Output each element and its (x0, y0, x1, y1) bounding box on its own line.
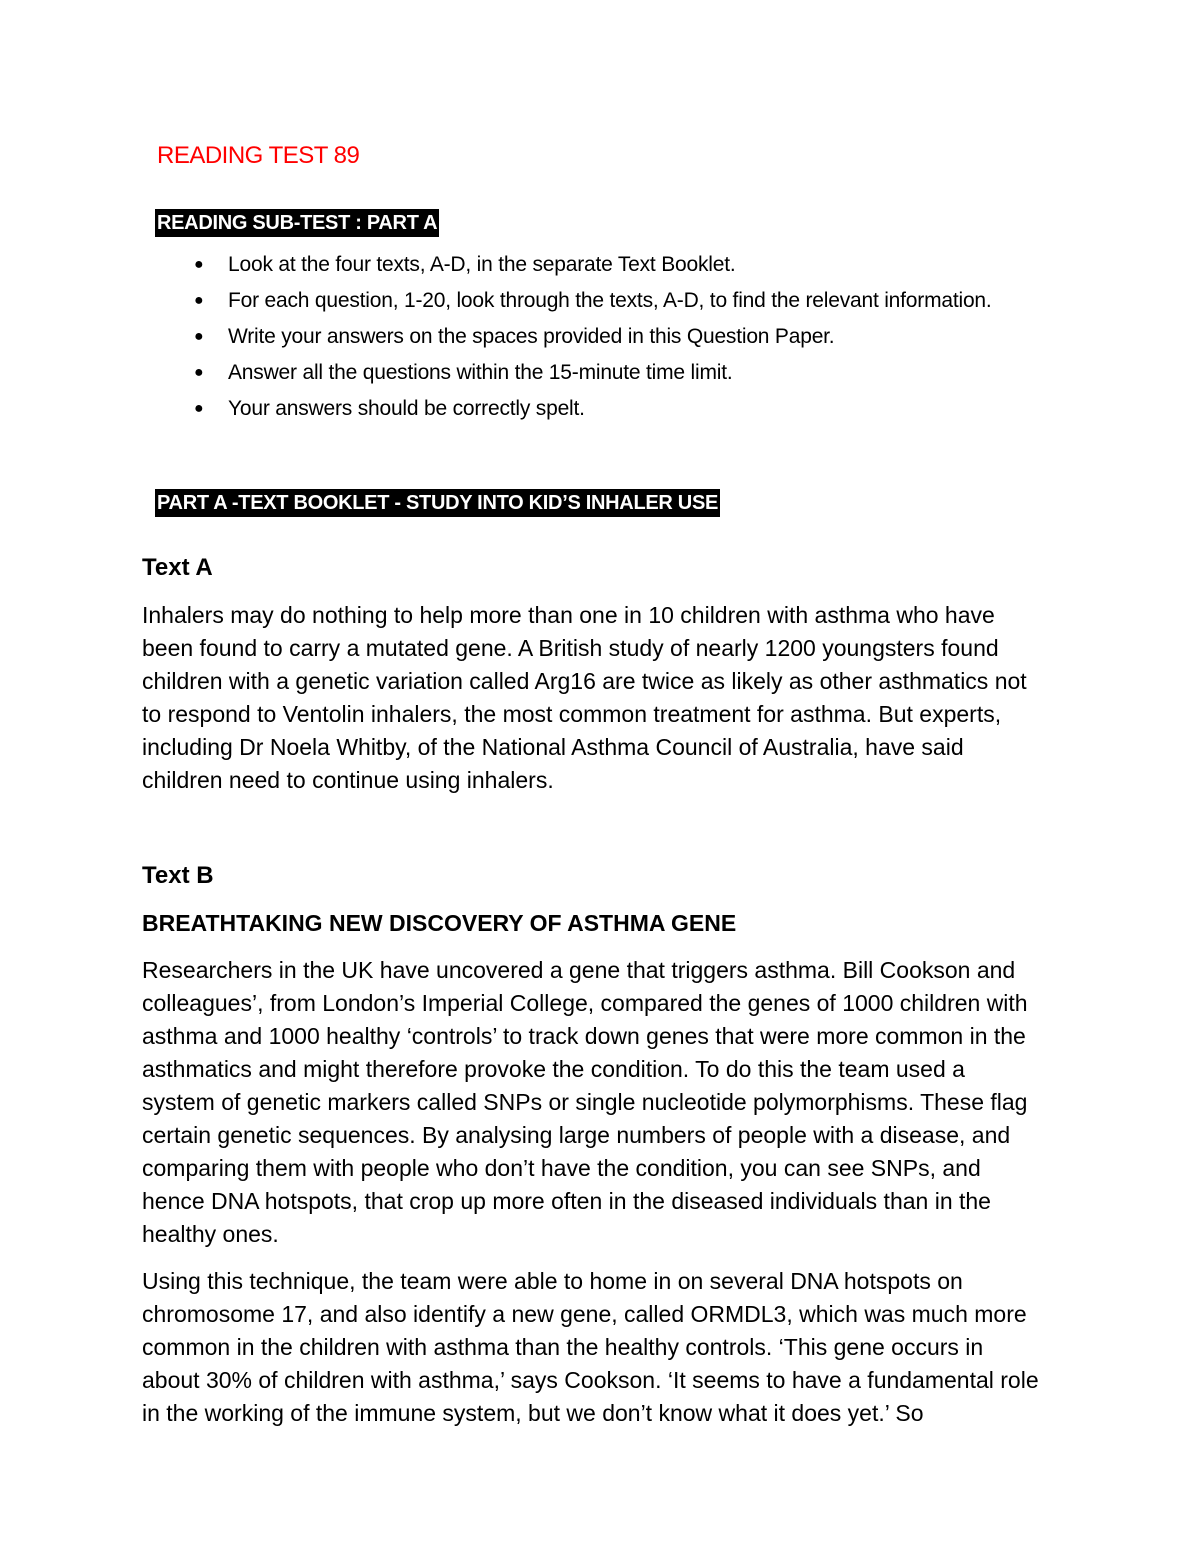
instructions-list (190, 248, 1050, 428)
subtest-banner: READING SUB-TEST : PART A (155, 209, 439, 237)
text-b-section (142, 861, 1042, 1430)
instruction-text: Answer all the questions within the 15-minute time limit. (228, 361, 733, 384)
bullet-icon: ● (194, 400, 204, 417)
text-a-heading: Text A (142, 554, 213, 581)
instruction-text: For each question, 1-20, look through the texts, A-D, to find the relevant information. (228, 289, 992, 312)
text-a-paragraph: Inhalers may do nothing to help more than one in 10 children with asthma who have been found to carry a mutated gene. A British study of nearly 1200 youngsters found children with a genetic variation called Arg16 are twice as likely as other asthmatics not to respond to Ventolin inhalers, the most common treatment for asthma. But experts, including Dr Noela Whitby, of the National Asthma Council of Australia, have said children need to continue using inhalers. (142, 602, 1027, 793)
booklet-banner: PART A -TEXT BOOKLET - STUDY INTO KID’S INHALER USE (155, 489, 720, 517)
instruction-item (190, 284, 1050, 318)
instruction-item (190, 320, 1050, 354)
text-b-paragraph-2: Using this technique, the team were able to home in on several DNA hotspots on chromosome 17, and also identify a new gene, called ORMDL3, which was much more common in the children with asthma than the healthy controls. ‘This gene occurs in about 30% of children with asthma,’ says Cookson. ‘It seems to have a fundamental role in the working of the immune system, but we don’t know what it does yet.’ So (142, 1268, 1039, 1426)
text-b-headline: BREATHTAKING NEW DISCOVERY OF ASTHMA GENE (142, 910, 737, 936)
instruction-item (190, 356, 1050, 390)
instruction-text: Your answers should be correctly spelt. (228, 397, 585, 420)
text-a-section (142, 553, 1042, 797)
text-b-paragraph-1: Researchers in the UK have uncovered a gene that triggers asthma. Bill Cookson and colleagues’, from London’s Imperial College, compared the genes of 1000 children with asthma and 1000 healthy ‘controls’ to track down genes that were more common in the asthmatics and might therefore provoke the condition. To do this the team used a system of genetic markers called SNPs or single nucleotide polymorphisms. These flag certain genetic sequences. By analysing large numbers of people with a disease, and comparing them with people who don’t have the condition, you can see SNPs, and hence DNA hotspots, that crop up more often in the diseased individuals than in the healthy ones. (142, 957, 1028, 1247)
bullet-icon: ● (194, 328, 204, 345)
instruction-item (190, 248, 1050, 282)
instruction-item (190, 392, 1050, 426)
test-title: READING TEST 89 (157, 142, 360, 169)
bullet-icon: ● (194, 292, 204, 309)
instruction-text: Look at the four texts, A-D, in the separate Text Booklet. (228, 253, 736, 276)
instruction-text: Write your answers on the spaces provided in this Question Paper. (228, 325, 835, 348)
text-b-heading: Text B (142, 862, 214, 889)
bullet-icon: ● (194, 256, 204, 273)
bullet-icon: ● (194, 364, 204, 381)
